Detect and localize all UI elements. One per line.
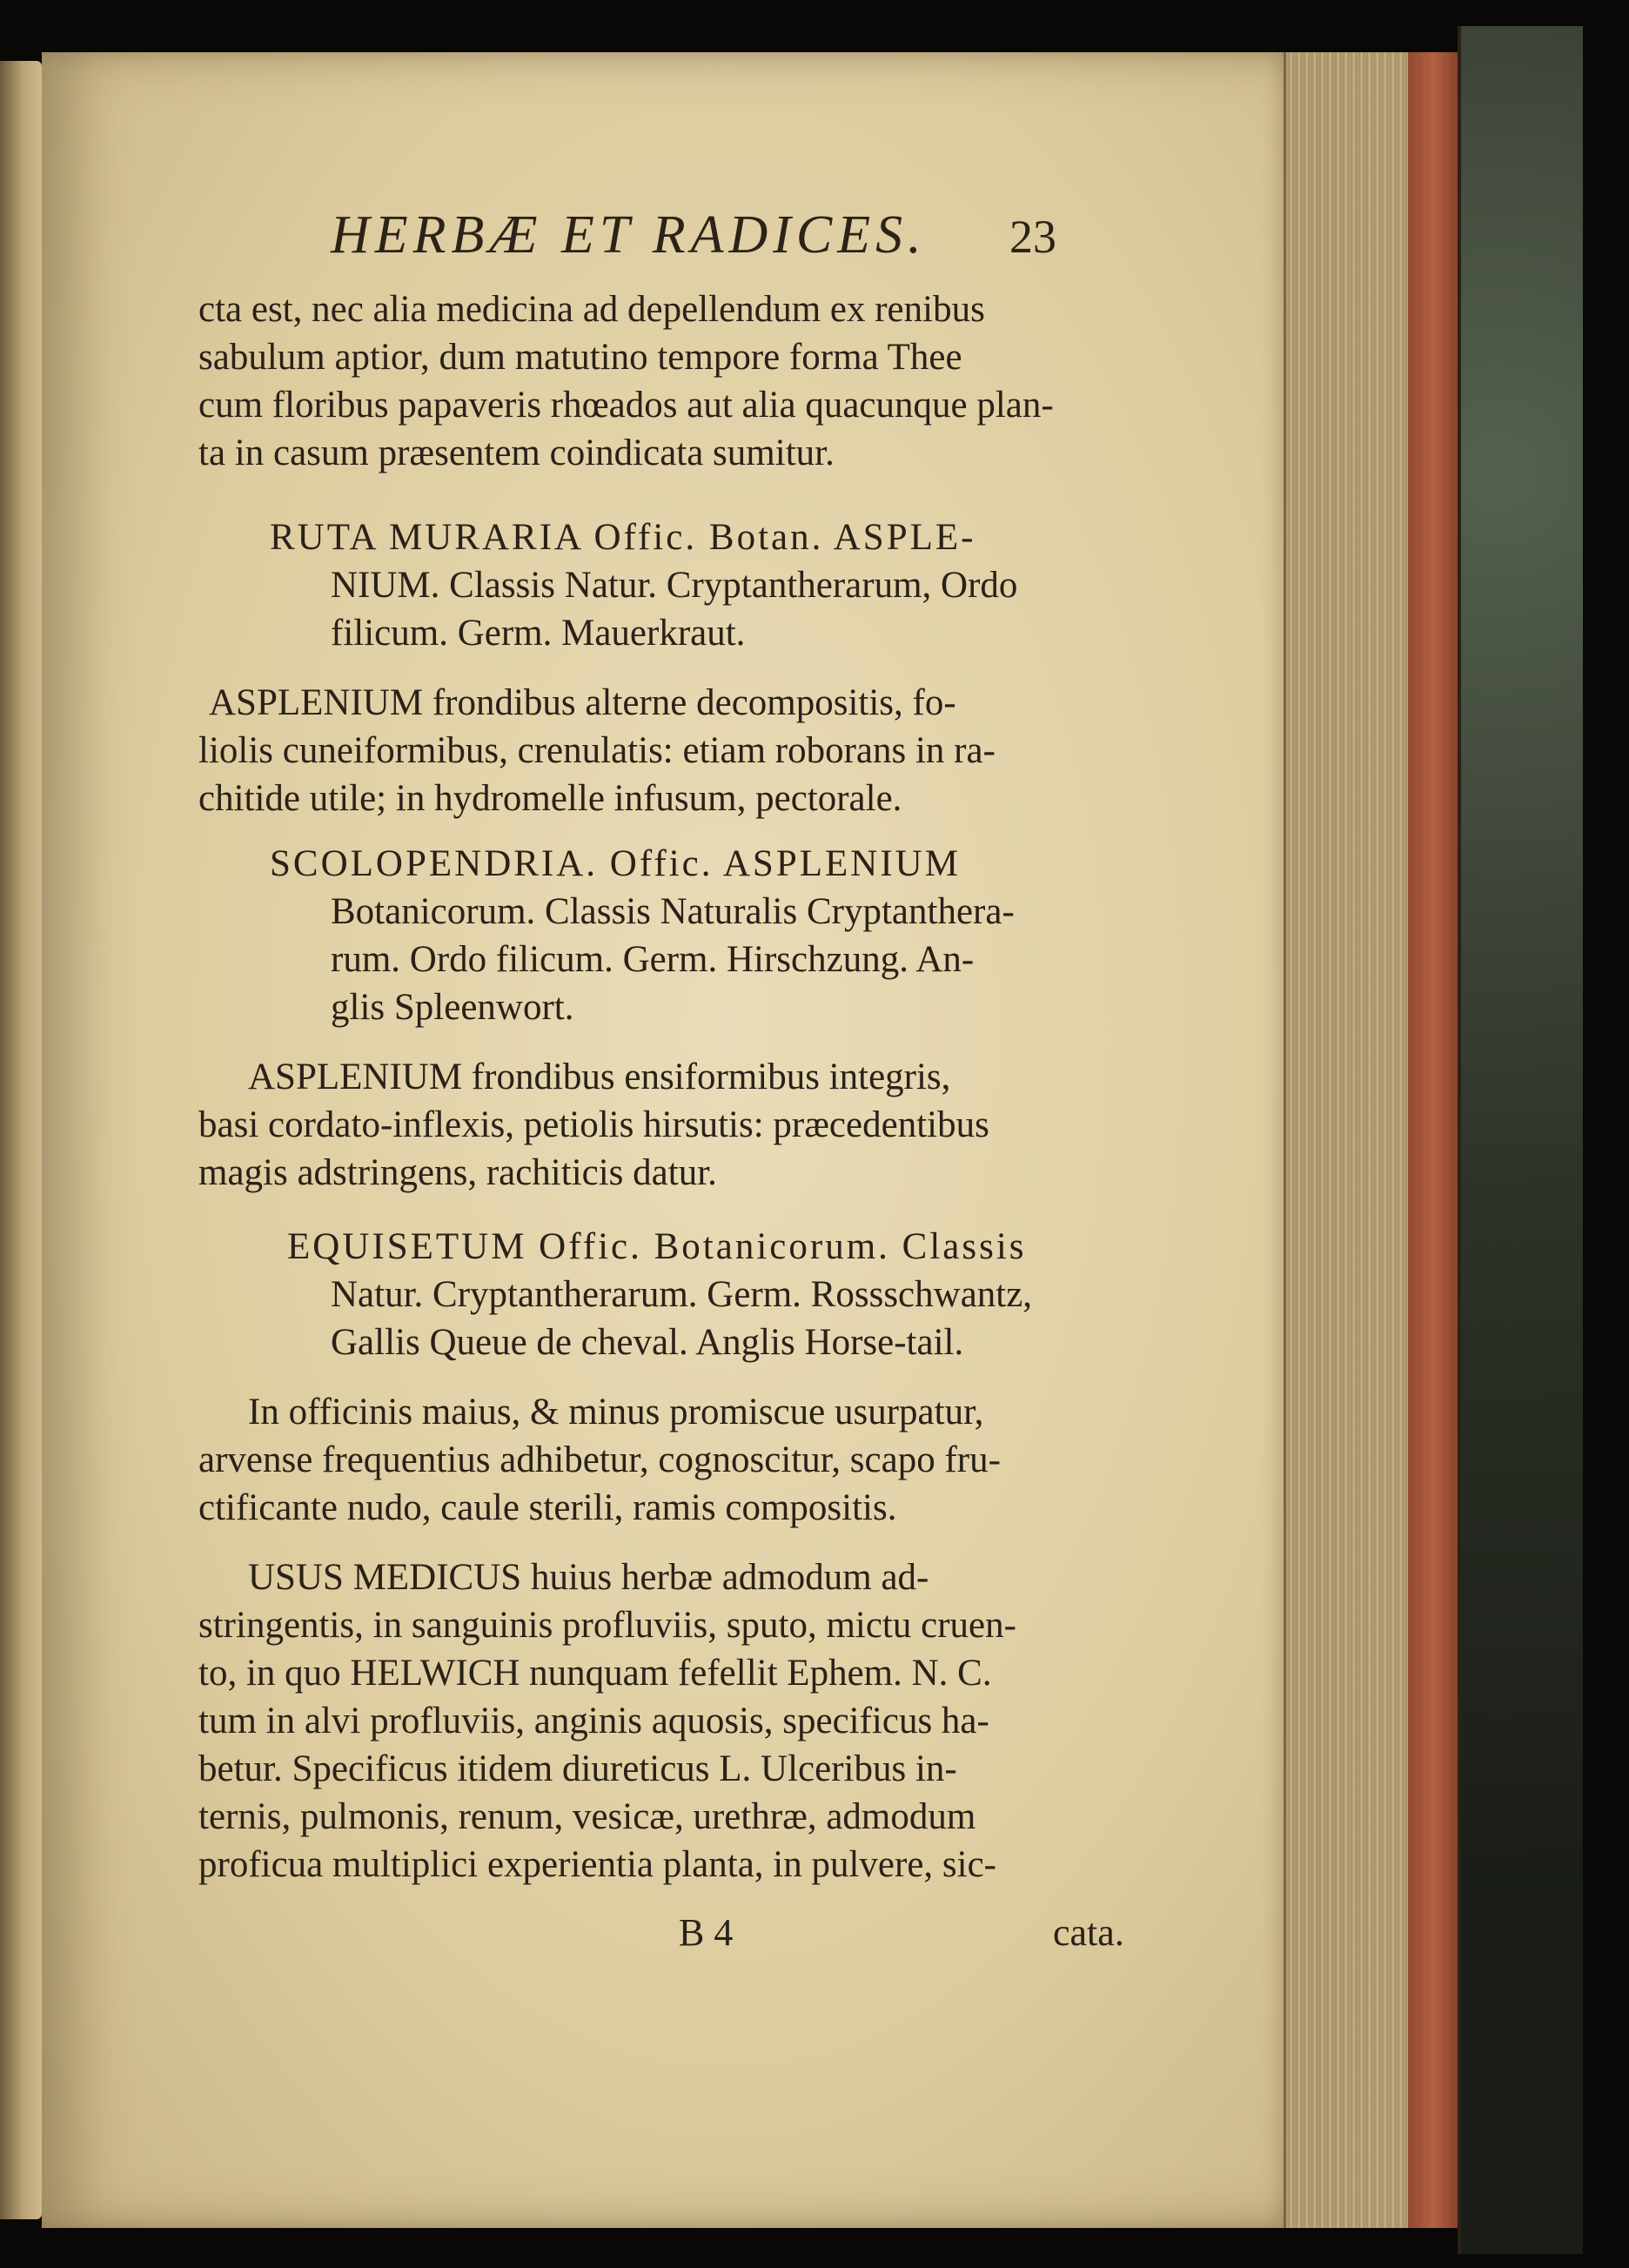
page-fore-edge <box>1284 52 1460 2228</box>
text-line: stringentis, in sanguinis profluviis, sputo, mictu cruen- <box>198 1605 1016 1646</box>
running-head-title: HERBÆ ET RADICES. <box>331 205 927 265</box>
page-number: 23 <box>1009 211 1056 263</box>
text-line: sabulum aptior, dum matutino tempore forma Thee <box>198 337 962 378</box>
text-line: ta in casum præsentem coindicata sumitur. <box>198 433 835 473</box>
text-line: ctificante nudo, caule sterili, ramis compositis. <box>198 1487 897 1528</box>
entry-heading-line: SCOLOPENDRIA. Offic. ASPLENIUM <box>270 843 961 884</box>
text-line: glis Spleenwort. <box>331 987 574 1028</box>
text-line: chitide utile; in hydromelle infusum, pectorale. <box>198 778 902 819</box>
text-line: ASPLENIUM frondibus ensiformibus integris, <box>248 1057 951 1097</box>
text-line: magis adstringens, rachiticis datur. <box>198 1152 717 1193</box>
entry-heading-line: RUTA MURARIA Offic. Botan. ASPLE- <box>270 517 976 558</box>
running-head <box>331 205 1114 274</box>
text-line: USUS MEDICUS huius herbæ admodum ad- <box>248 1557 929 1598</box>
text-line: arvense frequentius adhibetur, cognoscitur, scapo fru- <box>198 1439 1001 1480</box>
text-line: basi cordato-inflexis, petiolis hirsutis: præcedentibus <box>198 1104 989 1145</box>
text-line: proficua multiplici experientia planta, in pulvere, sic- <box>198 1844 997 1885</box>
text-line: rum. Ordo filicum. Germ. Hirschzung. An- <box>331 939 975 980</box>
signature-mark: B 4 <box>679 1911 734 1954</box>
text-line: cum floribus papaveris rhœados aut alia quacunque plan- <box>198 385 1054 426</box>
text-line: NIUM. Classis Natur. Cryptantherarum, Ordo <box>331 565 1018 606</box>
text-line: Gallis Queue de cheval. Anglis Horse-tail. <box>331 1322 964 1363</box>
text-line: In officinis maius, & minus promiscue usurpatur, <box>248 1392 984 1433</box>
text-line: ASPLENIUM frondibus alterne decompositis, fo- <box>209 682 956 723</box>
entry-heading-line: EQUISETUM Offic. Botanicorum. Classis <box>287 1226 1027 1267</box>
text-line: betur. Specificus itidem diureticus L. Ulceribus in- <box>198 1748 957 1789</box>
text-line: liolis cuneiformibus, crenulatis: etiam roborans in ra- <box>198 730 996 771</box>
text-line: Natur. Cryptantherarum. Germ. Rossschwantz, <box>331 1274 1033 1315</box>
text-line: ternis, pulmonis, renum, vesicæ, urethræ, admodum <box>198 1796 976 1837</box>
text-line: Botanicorum. Classis Naturalis Cryptanthera- <box>331 891 1015 932</box>
text-line: cta est, nec alia medicina ad depellendum ex renibus <box>198 289 985 330</box>
catchword: cata. <box>1053 1911 1124 1954</box>
text-line: to, in quo HELWICH nunquam fefellit Ephem. N. C. <box>198 1653 992 1694</box>
text-line: tum in alvi profluviis, anginis aquosis, specificus ha- <box>198 1701 989 1741</box>
text-line: filicum. Germ. Mauerkraut. <box>331 613 746 654</box>
left-page-edge <box>0 61 42 2219</box>
book-cover <box>1458 26 1583 2254</box>
